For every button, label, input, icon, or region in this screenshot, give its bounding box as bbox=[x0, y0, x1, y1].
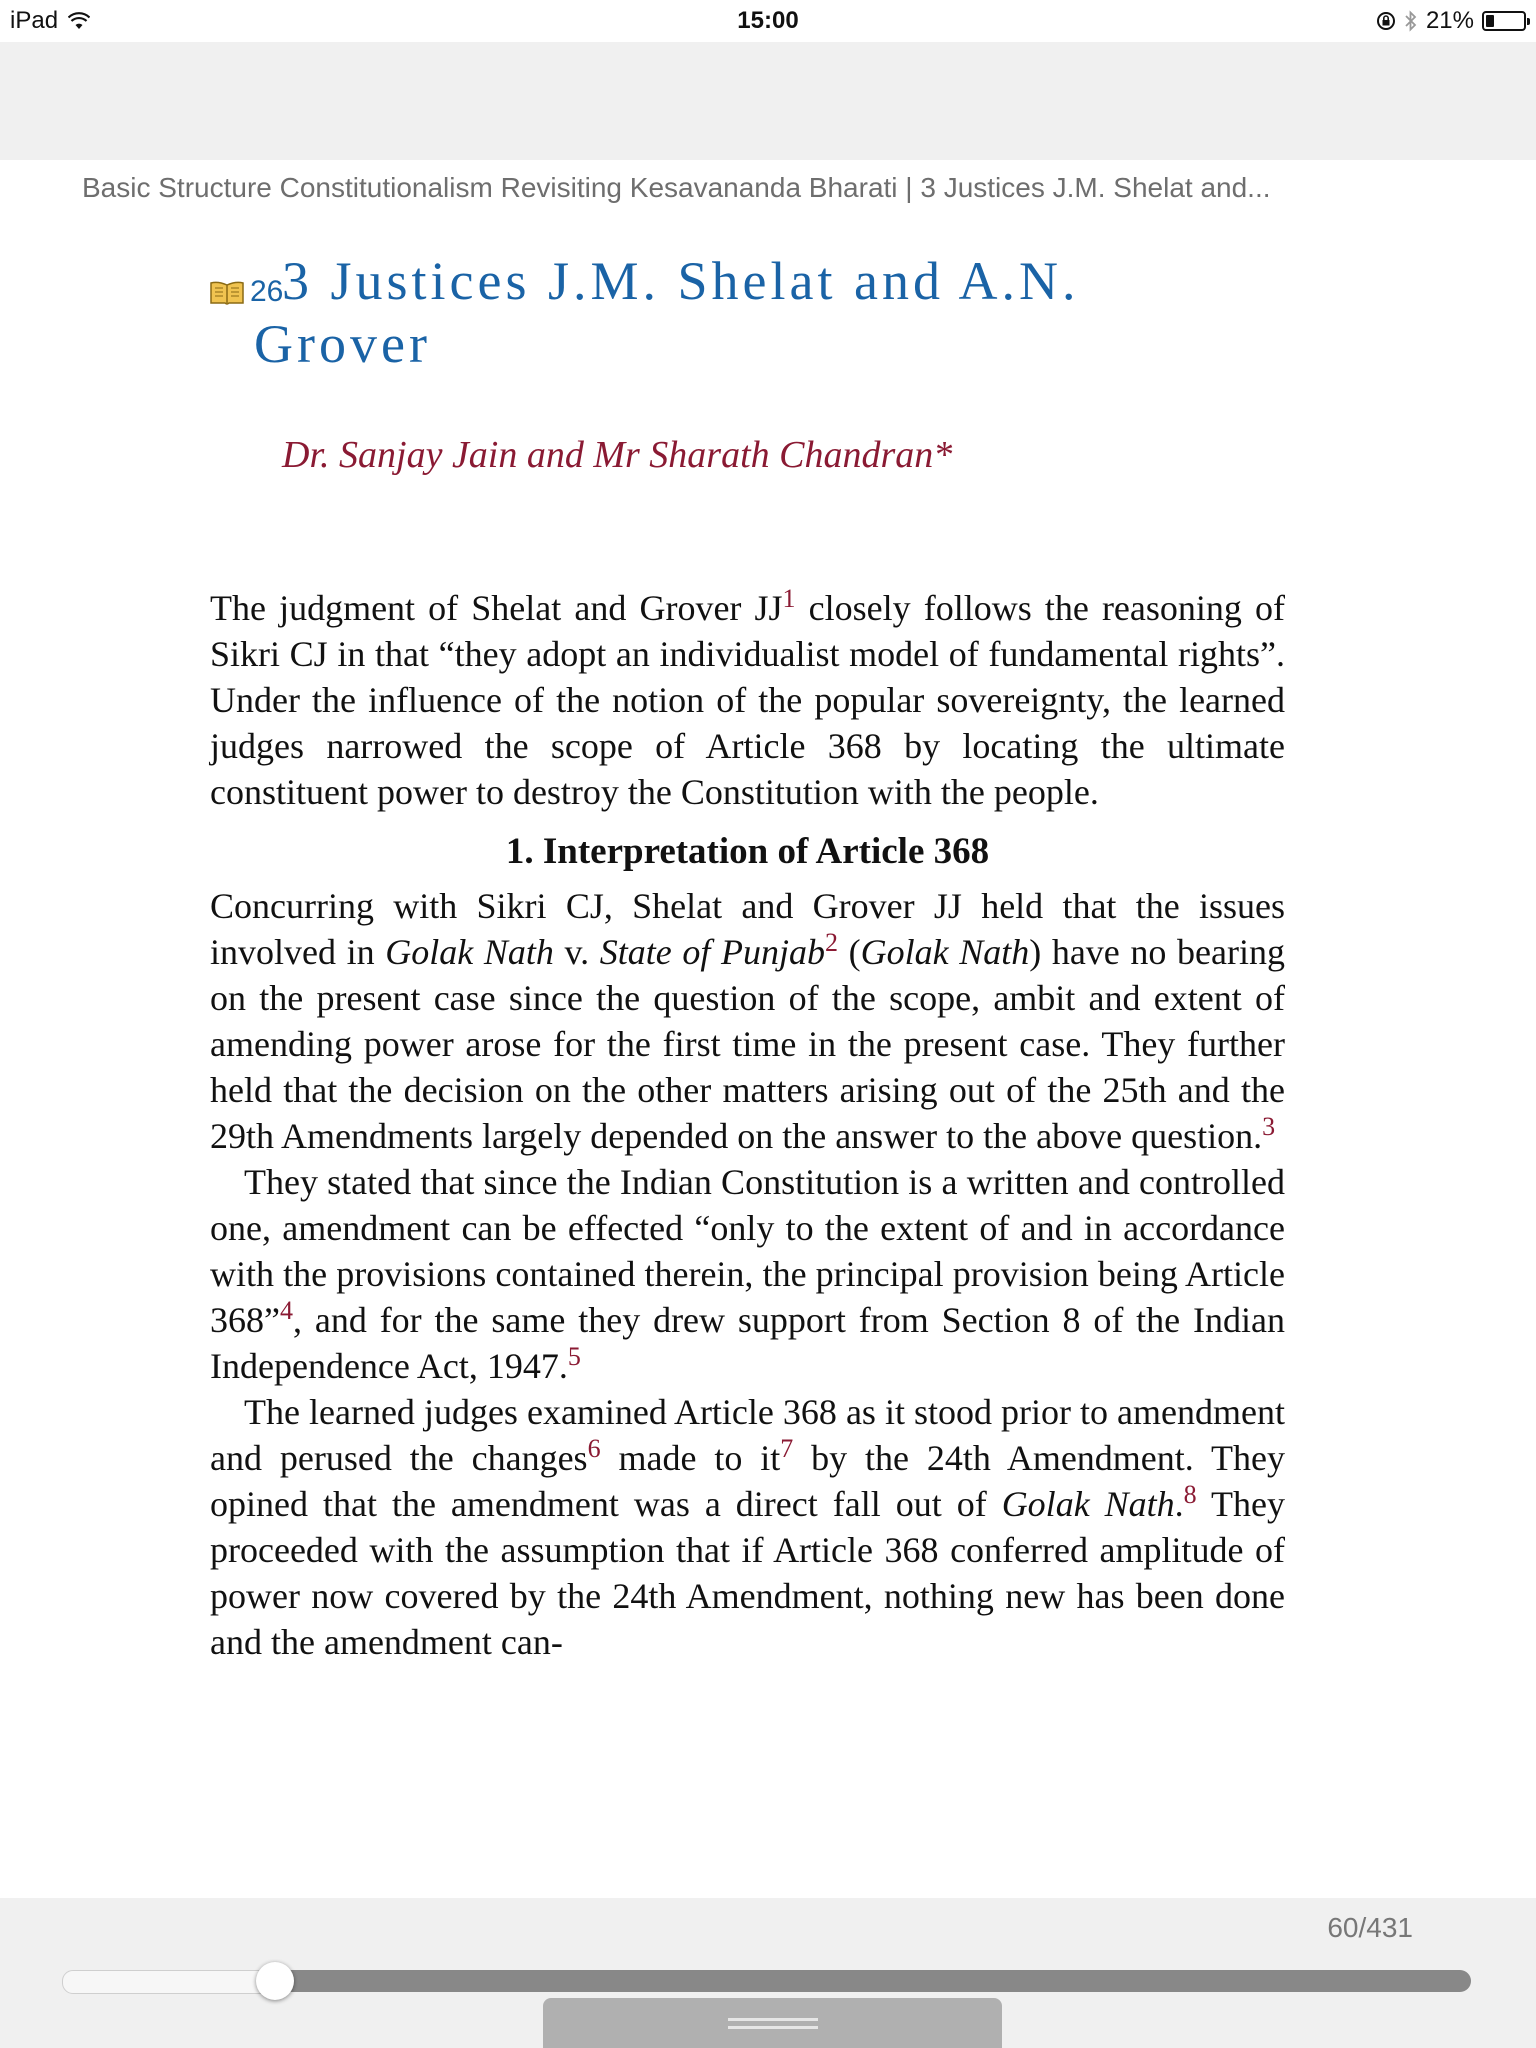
footnote-ref-7[interactable]: 7 bbox=[780, 1434, 794, 1463]
paragraph-1: The judgment of Shelat and Grover JJ$^1$ closely follows the reasoning of Sikri CJ in that “they adopt an individualist model of fundamental rights”. Under the influence of the notion of the popular sovereignty, the learned judges narrowed the scope of Article 368 by locating the ultimate constituent power to destroy the Constitution with the people. bbox=[210, 584, 1285, 812]
paragraph-3: They stated that since the Indian Constitution is a written and controlled one, amendment can be effected “only to the extent of and in accordance with the provisions contained therein, the principal provision being Article 368”$^4$, and for the same they drew support from Section 8 of the Indian Independence Act, 1947.$^5$ bbox=[210, 1162, 1285, 1386]
progress-track-remaining[interactable] bbox=[275, 1970, 1471, 1992]
status-bar bbox=[0, 0, 1536, 42]
chapter-heading bbox=[210, 250, 1285, 476]
footnote-ref-3[interactable]: 3 bbox=[1262, 1112, 1276, 1141]
bluetooth-icon bbox=[1404, 10, 1418, 32]
footnote-ref-6[interactable]: 6 bbox=[587, 1434, 601, 1463]
paragraph-4: The learned judges examined Article 368 as it stood prior to amendment and perused the changes$^6$ made to it$^7$ by the 24th Amendment. They opined that the amendment was a direct fall out of Golak Nath.$^8$ They proceeded with the assumption that if Article 368 conferred amplitude of power now covered by the 24th Amendment, nothing new has been done and the amendment can- bbox=[210, 1392, 1286, 1662]
drawer-handle[interactable] bbox=[543, 1998, 1002, 2048]
chapter-title bbox=[210, 250, 1285, 376]
chapter-authors: Dr. Sanjay Jain and Mr Sharath Chandran* bbox=[282, 434, 953, 476]
grip-line bbox=[728, 2026, 818, 2029]
footnote-ref-5[interactable]: 5 bbox=[567, 1342, 581, 1371]
page-number: 26 bbox=[250, 275, 284, 308]
footnote-ref-4[interactable]: 4 bbox=[279, 1296, 293, 1325]
footnote-ref-8[interactable]: 8 bbox=[1183, 1480, 1197, 1509]
grip-line bbox=[728, 2018, 818, 2021]
footnote-ref-1[interactable]: 1 bbox=[782, 584, 796, 613]
clock: 15:00 bbox=[737, 7, 799, 34]
footnote-ref-2[interactable]: 2 bbox=[824, 928, 838, 957]
battery-icon bbox=[1482, 11, 1526, 31]
battery-percent: 21% bbox=[1425, 7, 1474, 34]
progress-slider-thumb[interactable] bbox=[256, 1962, 294, 2000]
progress-track-read[interactable] bbox=[62, 1970, 277, 1994]
book-icon bbox=[210, 280, 244, 306]
section-heading: 1. Interpretation of Article 368 bbox=[505, 831, 990, 872]
book-page bbox=[210, 250, 1286, 1662]
breadcrumb: Basic Structure Constitutionalism Revisiting Kesavananda Bharati | 3 Justices J.M. Shelat and... bbox=[82, 172, 1271, 203]
device-label: iPad bbox=[10, 7, 59, 34]
bottom-navigation-bar bbox=[0, 1898, 1536, 2048]
paragraph-2: Concurring with Sikri CJ, Shelat and Grover JJ held that the issues involved in Golak Nath v. State of Punjab$^2$ (Golak Nath) have no bearing on the present case since the question of the scope, ambit and extent of amending power arose for the first time in the present case. They further held that the decision on the other matters arising out of the 25th and the 29th Amendments largely depended on the answer to the above question.$^3$ bbox=[210, 886, 1285, 1156]
chapter-title-line2: Grover bbox=[254, 314, 431, 374]
rotation-lock-icon bbox=[1376, 11, 1396, 31]
body-text bbox=[210, 585, 1285, 1665]
page-counter: 60/431 bbox=[1327, 1912, 1413, 1943]
chapter-title-line1: 3 Justices J.M. Shelat and A.N. bbox=[282, 251, 1080, 311]
battery-fill bbox=[1486, 15, 1494, 27]
toolbar-area[interactable] bbox=[0, 42, 1536, 160]
